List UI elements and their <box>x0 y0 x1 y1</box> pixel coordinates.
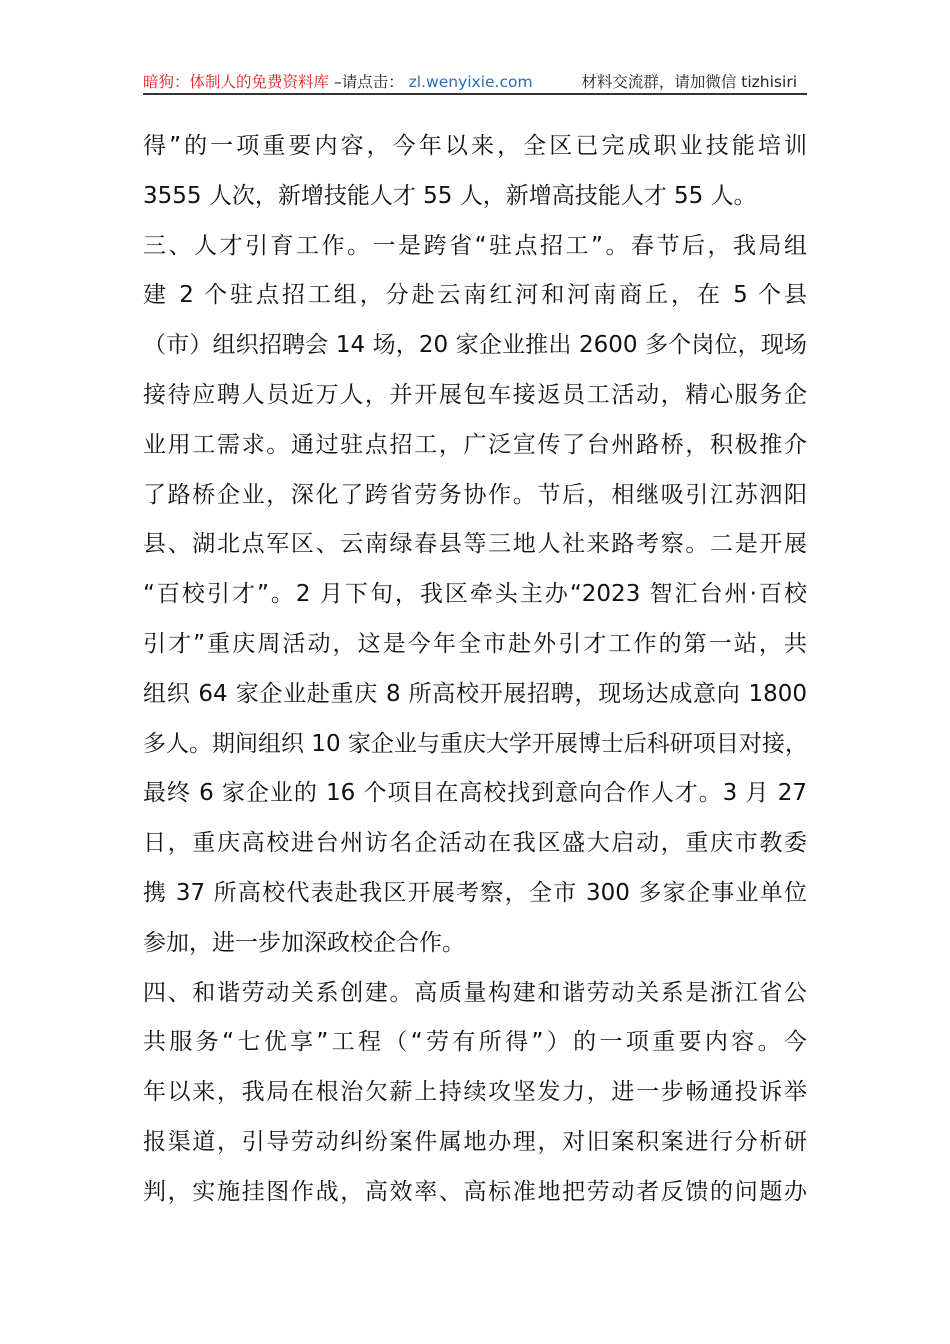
text-line: 建 2 个驻点招工组，分赴云南红河和河南商丘，在 5 个县 <box>143 282 807 309</box>
document-body <box>143 122 807 1218</box>
text-line: 最终 6 家企业的 16 个项目在高校找到意向合作人才。3 月 27 <box>143 780 807 807</box>
text-line: 日，重庆高校进台州访名企活动在我区盛大启动，重庆市教委 <box>143 830 807 857</box>
header-brand: 暗狗：体制人的免费资料库 <box>143 73 330 91</box>
text-line: （市）组织招聘会 14 场，20 家企业推出 2600 多个岗位，现场 <box>143 332 807 359</box>
text-line: 县、湖北点军区、云南绿春县等三地人社来路考察。二是开展 <box>143 531 807 558</box>
text-line: 四、和谐劳动关系创建。高质量构建和谐劳动关系是浙江省公 <box>143 979 807 1006</box>
text-line: 得”的一项重要内容，今年以来，全区已完成职业技能培训 <box>143 133 807 159</box>
text-line: 共服务“七优享”工程（“劳有所得”）的一项重要内容。今 <box>143 1029 807 1056</box>
page-header <box>143 70 807 94</box>
header-divider <box>143 93 807 95</box>
header-link[interactable]: zl.wenyixie.com <box>408 73 533 91</box>
text-line: 3555 人次，新增技能人才 55 人，新增高技能人才 55 人。 <box>143 182 757 209</box>
text-line: 组织 64 家企业赴重庆 8 所高校开展招聘，现场达成意向 1800 <box>143 680 807 707</box>
text-line: 了路桥企业，深化了跨省劳务协作。节后，相继吸引江苏泗阳 <box>143 481 807 508</box>
text-line: 接待应聘人员近万人，并开展包车接返员工活动，精心服务企 <box>143 381 807 408</box>
text-line: 业用工需求。通过驻点招工，广泛宣传了台州路桥，积极推介 <box>143 431 807 458</box>
text-line: 判，实施挂图作战，高效率、高标准地把劳动者反馈的问题办 <box>143 1178 807 1205</box>
text-line: 年以来，我局在根治欠薪上持续攻坚发力，进一步畅通投诉举 <box>143 1079 807 1106</box>
text-line: 三、人才引育工作。一是跨省“驻点招工”。春节后，我局组 <box>143 232 807 259</box>
header-group-info: 材料交流群，请加微信 tizhisiri <box>581 73 797 91</box>
header-prompt: –请点击： <box>333 73 404 91</box>
text-line: 报渠道，引导劳动纠纷案件属地办理，对旧案积案进行分析研 <box>143 1128 807 1155</box>
text-line: 携 37 所高校代表赴我区开展考察，全市 300 多家企事业单位 <box>143 879 807 906</box>
text-line: 多人。期间组织 10 家企业与重庆大学开展博士后科研项目对接， <box>143 730 808 757</box>
text-line: “百校引才”。2 月下旬，我区牵头主办“2023 智汇台州·百校 <box>143 581 807 608</box>
text-line: 参加，进一步加深政校企合作。 <box>143 929 465 956</box>
text-line: 引才”重庆周活动，这是今年全市赴外引才工作的第一站，共 <box>143 630 807 657</box>
